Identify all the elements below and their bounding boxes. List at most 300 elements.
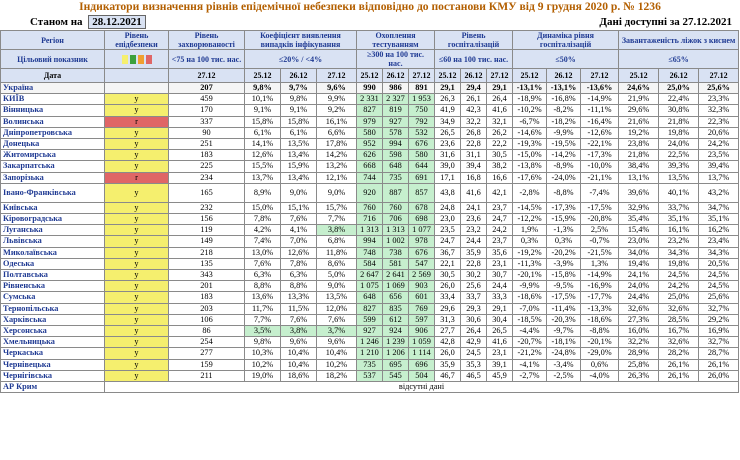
dyn-cell: -17,3%: [581, 150, 619, 161]
level-cell: y: [105, 370, 169, 381]
coef-cell: 13,7%: [245, 172, 281, 183]
coef-cell: 8,6%: [317, 258, 357, 269]
testing-cell: 920: [357, 183, 383, 202]
hosp-cell: 32,1: [487, 116, 513, 127]
hosp-cell: 26,1: [461, 94, 487, 105]
hosp-cell: 26,2: [487, 127, 513, 138]
beds-cell: 19,8%: [659, 258, 699, 269]
hosp-cell: 17,1: [435, 172, 461, 183]
beds-cell: 16,1%: [659, 225, 699, 236]
dyn-cell: -1,3%: [547, 225, 581, 236]
beds-cell: 33,7%: [659, 202, 699, 213]
dyn-cell: -20,1%: [513, 270, 547, 281]
coef-cell: 15,1%: [281, 202, 317, 213]
hosp-cell: 23,1: [487, 258, 513, 269]
hosp-cell: 26,4: [487, 94, 513, 105]
region-name: Івано-Франківська: [1, 183, 105, 202]
region-name: АР Крим: [1, 382, 105, 393]
coef-cell: 7,8%: [281, 258, 317, 269]
beds-cell: 22,3%: [699, 116, 739, 127]
dyn-cell: -8,8%: [581, 326, 619, 337]
hosp-cell: 26,0: [435, 348, 461, 359]
beds-cell: 24,1%: [619, 270, 659, 281]
table-row: [1, 225, 739, 236]
coef-cell: 6,3%: [281, 270, 317, 281]
dyn-cell: -16,9%: [581, 281, 619, 292]
table-row: [1, 183, 739, 202]
testing-cell: 738: [383, 247, 409, 258]
testing-cell: 676: [409, 247, 435, 258]
level-cell: y: [105, 183, 169, 202]
dyn-cell: -18,1%: [547, 337, 581, 348]
beds-cell: 39,6%: [619, 183, 659, 202]
level-cell: y: [105, 281, 169, 292]
table-row: [1, 127, 739, 138]
beds-cell: 34,7%: [699, 202, 739, 213]
hosp-cell: 16,6: [487, 172, 513, 183]
hosp-cell: 42,3: [461, 105, 487, 116]
beds-cell: 28,5%: [659, 314, 699, 325]
incidence-cell: 225: [169, 161, 245, 172]
beds-cell: 23,4%: [699, 236, 739, 247]
header-level-date: [105, 69, 169, 83]
dyn-cell: -13,6%: [581, 83, 619, 94]
beds-cell: 20,5%: [699, 258, 739, 269]
coef-cell: 13,4%: [281, 172, 317, 183]
hosp-cell: 39,0: [435, 161, 461, 172]
dyn-cell: 0,6%: [581, 359, 619, 370]
hosp-cell: 31,6: [435, 150, 461, 161]
dyn-cell: -20,1%: [581, 337, 619, 348]
coef-cell: 3,5%: [245, 326, 281, 337]
beds-cell: 24,2%: [699, 139, 739, 150]
coef-cell: 11,8%: [317, 247, 357, 258]
testing-cell: 547: [409, 258, 435, 269]
beds-cell: 27,3%: [619, 314, 659, 325]
dyn-cell: -13,1%: [513, 83, 547, 94]
level-cell: y: [105, 258, 169, 269]
dyn-cell: -2,8%: [513, 183, 547, 202]
coef-cell: 15,0%: [245, 202, 281, 213]
incidence-cell: 201: [169, 281, 245, 292]
testing-cell: 678: [409, 202, 435, 213]
hosp-cell: 39,1: [487, 359, 513, 370]
dyn-cell: 1,3%: [581, 258, 619, 269]
header-dyn: Динаміка рівня госпіталізацій: [513, 31, 619, 50]
dyn-cell: -16,8%: [547, 94, 581, 105]
hosp-cell: 42,1: [487, 183, 513, 202]
coef-cell: 3,8%: [317, 225, 357, 236]
region-name: Волинська: [1, 116, 105, 127]
coef-cell: 9,1%: [245, 105, 281, 116]
dyn-cell: -17,3%: [547, 202, 581, 213]
coef-cell: 3,7%: [317, 326, 357, 337]
coef-cell: 10,2%: [245, 359, 281, 370]
region-name: Сумська: [1, 292, 105, 303]
dyn-cell: -18,6%: [581, 314, 619, 325]
hosp-cell: 27,7: [435, 326, 461, 337]
dyn-cell: -15,0%: [513, 150, 547, 161]
beds-cell: 32,6%: [659, 337, 699, 348]
beds-cell: 20,6%: [699, 127, 739, 138]
incidence-cell: 211: [169, 370, 245, 381]
table-row: [1, 370, 739, 381]
testing-cell: 578: [383, 127, 409, 138]
legend-green-swatch: [130, 55, 136, 64]
incidence-cell: 106: [169, 314, 245, 325]
testing-cell: 827: [357, 105, 383, 116]
coef-cell: 11,5%: [281, 303, 317, 314]
dyn-cell: 1,9%: [513, 225, 547, 236]
testing-cell: 1 206: [383, 348, 409, 359]
dyn-cell: -21,5%: [581, 247, 619, 258]
table-row: [1, 270, 739, 281]
hosp-cell: 35,6: [487, 247, 513, 258]
dyn-cell: -2,7%: [513, 370, 547, 381]
date-coef-1: 25.12: [245, 69, 281, 83]
table-row: [1, 314, 739, 325]
dyn-cell: -18,6%: [513, 292, 547, 303]
testing-cell: 1 069: [383, 281, 409, 292]
level-cell: y: [105, 150, 169, 161]
coef-cell: 9,9%: [317, 94, 357, 105]
coef-cell: 7,6%: [245, 258, 281, 269]
hosp-cell: 24,7: [435, 236, 461, 247]
beds-cell: 32,9%: [619, 202, 659, 213]
header-level: Рівень епідбезпеки: [105, 31, 169, 50]
testing-cell: 903: [409, 281, 435, 292]
beds-cell: 34,0%: [619, 247, 659, 258]
dyn-cell: -22,1%: [581, 139, 619, 150]
dyn-cell: -8,2%: [547, 105, 581, 116]
dyn-cell: -8,8%: [547, 183, 581, 202]
dyn-cell: -0,7%: [581, 236, 619, 247]
dyn-cell: -2,5%: [547, 370, 581, 381]
level-cell: y: [105, 161, 169, 172]
dyn-cell: -9,5%: [547, 281, 581, 292]
testing-cell: 1 953: [409, 94, 435, 105]
header-testing: Охоплення тестуванням: [357, 31, 435, 50]
coef-cell: 13,6%: [245, 292, 281, 303]
table-row: [1, 139, 739, 150]
hosp-cell: 26,4: [461, 326, 487, 337]
level-cell: y: [105, 94, 169, 105]
hosp-cell: 26,3: [435, 94, 461, 105]
coef-cell: 4,1%: [281, 225, 317, 236]
coef-cell: 13,0%: [245, 247, 281, 258]
beds-cell: 16,2%: [699, 225, 739, 236]
beds-cell: 21,8%: [659, 116, 699, 127]
coef-cell: 9,1%: [281, 105, 317, 116]
hosp-cell: 26,8: [461, 127, 487, 138]
hosp-cell: 29,1: [487, 83, 513, 94]
level-cell: r: [105, 116, 169, 127]
coef-cell: 12,1%: [317, 172, 357, 183]
testing-cell: 1 313: [383, 225, 409, 236]
hosp-cell: 41,6: [487, 105, 513, 116]
beds-cell: 19,8%: [659, 127, 699, 138]
dyn-cell: -18,5%: [513, 314, 547, 325]
coef-cell: 15,8%: [245, 116, 281, 127]
region-name: Херсонська: [1, 326, 105, 337]
coef-cell: 9,6%: [317, 83, 357, 94]
coef-cell: 10,2%: [317, 359, 357, 370]
hosp-cell: 26,5: [487, 326, 513, 337]
table-row: [1, 337, 739, 348]
region-name: Закарпатська: [1, 161, 105, 172]
status-date-block: [30, 15, 146, 29]
testing-cell: 598: [383, 150, 409, 161]
table-body: [1, 83, 739, 393]
region-name: Дніпропетровська: [1, 127, 105, 138]
beds-cell: 24,5%: [699, 270, 739, 281]
region-name: Україна: [1, 83, 105, 94]
coef-cell: 10,3%: [245, 348, 281, 359]
hosp-cell: 42,8: [435, 337, 461, 348]
hosp-cell: 35,9: [435, 359, 461, 370]
incidence-cell: 277: [169, 348, 245, 359]
testing-cell: 735: [357, 359, 383, 370]
testing-cell: 994: [357, 236, 383, 247]
hosp-cell: 24,5: [461, 348, 487, 359]
hosp-cell: 46,7: [435, 370, 461, 381]
dyn-cell: -20,7%: [513, 337, 547, 348]
beds-cell: 32,7%: [699, 337, 739, 348]
dyn-cell: -24,8%: [547, 348, 581, 359]
dyn-cell: -13,8%: [513, 161, 547, 172]
date-beds-3: 27.12: [699, 69, 739, 83]
region-name: Вінницька: [1, 105, 105, 116]
beds-cell: 35,1%: [659, 214, 699, 225]
testing-cell: 580: [409, 150, 435, 161]
level-cell: y: [105, 326, 169, 337]
dyn-cell: -24,0%: [547, 172, 581, 183]
beds-cell: 23,3%: [699, 94, 739, 105]
hosp-cell: 41,6: [487, 337, 513, 348]
beds-cell: 32,7%: [699, 303, 739, 314]
testing-cell: 857: [409, 183, 435, 202]
beds-cell: 22,4%: [659, 94, 699, 105]
level-cell: y: [105, 127, 169, 138]
dyn-cell: 0,3%: [513, 236, 547, 247]
date-coef-3: 27.12: [317, 69, 357, 83]
testing-cell: 827: [357, 303, 383, 314]
hosp-cell: 33,7: [461, 292, 487, 303]
dyn-cell: -3,9%: [547, 258, 581, 269]
level-cell: y: [105, 202, 169, 213]
hosp-cell: 23,2: [461, 225, 487, 236]
testing-cell: 1 210: [357, 348, 383, 359]
dyn-cell: -19,3%: [513, 139, 547, 150]
region-name: Одеська: [1, 258, 105, 269]
level-cell: y: [105, 236, 169, 247]
testing-cell: 1 002: [383, 236, 409, 247]
level-cell: y: [105, 303, 169, 314]
beds-cell: 28,9%: [619, 348, 659, 359]
beds-cell: 26,0%: [699, 370, 739, 381]
testing-cell: 760: [383, 202, 409, 213]
beds-cell: 25,8%: [619, 359, 659, 370]
beds-cell: 23,8%: [619, 139, 659, 150]
coef-cell: 15,9%: [281, 161, 317, 172]
testing-cell: 2 327: [383, 94, 409, 105]
dyn-cell: -17,7%: [581, 292, 619, 303]
hosp-cell: 23,6: [461, 214, 487, 225]
page-title: Індикатори визначення рівнів епідемічної небезпеки відповідно до постанови КМУ від 9 грудня 2020 р. № 1236: [79, 0, 661, 13]
testing-cell: 1 239: [383, 337, 409, 348]
beds-cell: 32,3%: [699, 105, 739, 116]
beds-cell: 24,0%: [659, 139, 699, 150]
legend-yellow-swatch: [122, 55, 128, 64]
level-cell: [105, 83, 169, 94]
dyn-cell: -18,2%: [547, 116, 581, 127]
region-name: Чернівецька: [1, 359, 105, 370]
beds-cell: 32,6%: [659, 303, 699, 314]
beds-cell: 25,0%: [659, 292, 699, 303]
dyn-cell: -4,4%: [513, 326, 547, 337]
hosp-cell: 33,3: [487, 292, 513, 303]
incidence-cell: 170: [169, 105, 245, 116]
level-cell: y: [105, 314, 169, 325]
beds-cell: 26,3%: [619, 370, 659, 381]
incidence-cell: 165: [169, 183, 245, 202]
incidence-cell: 86: [169, 326, 245, 337]
coef-cell: 9,0%: [317, 281, 357, 292]
coef-cell: 19,0%: [245, 370, 281, 381]
dyn-cell: -11,1%: [581, 105, 619, 116]
date-test-2: 26.12: [383, 69, 409, 83]
coef-cell: 7,6%: [281, 214, 317, 225]
incidence-cell: 232: [169, 202, 245, 213]
coef-cell: 13,4%: [281, 150, 317, 161]
coef-cell: 7,7%: [245, 314, 281, 325]
dyn-cell: -11,3%: [513, 258, 547, 269]
level-cell: y: [105, 247, 169, 258]
dyn-cell: 2,5%: [581, 225, 619, 236]
region-name: Київська: [1, 202, 105, 213]
coef-cell: 3,8%: [281, 326, 317, 337]
dyn-cell: -8,9%: [547, 161, 581, 172]
testing-cell: 601: [409, 292, 435, 303]
incidence-cell: 459: [169, 94, 245, 105]
testing-cell: 580: [357, 127, 383, 138]
hosp-cell: 29,6: [435, 303, 461, 314]
table-row: [1, 202, 739, 213]
testing-cell: 952: [357, 139, 383, 150]
beds-cell: 29,2%: [699, 314, 739, 325]
hosp-cell: 35,9: [461, 247, 487, 258]
header-target-label: Цільовий показник: [1, 50, 105, 69]
level-cell: y: [105, 105, 169, 116]
testing-cell: 2 331: [357, 94, 383, 105]
testing-cell: 648: [383, 161, 409, 172]
beds-cell: 16,0%: [619, 326, 659, 337]
hosp-cell: 23,6: [435, 139, 461, 150]
coef-cell: 7,0%: [281, 236, 317, 247]
beds-cell: 21,8%: [619, 150, 659, 161]
incidence-cell: 159: [169, 359, 245, 370]
dyn-cell: -16,4%: [581, 116, 619, 127]
beds-cell: 26,1%: [659, 370, 699, 381]
table-row: [1, 116, 739, 127]
region-name: Житомирська: [1, 150, 105, 161]
legend-red-swatch: [146, 55, 152, 64]
coef-cell: 7,8%: [245, 214, 281, 225]
testing-cell: 760: [357, 202, 383, 213]
region-name: Хмельницька: [1, 337, 105, 348]
testing-cell: 924: [383, 326, 409, 337]
header-coef: Коефіцієнт виявлення випадків інфікування: [245, 31, 357, 50]
beds-cell: 19,4%: [619, 258, 659, 269]
date-dyn-1: 25.12: [513, 69, 547, 83]
beds-cell: 35,1%: [699, 214, 739, 225]
testing-cell: 2 569: [409, 270, 435, 281]
dyn-cell: -15,9%: [547, 214, 581, 225]
no-data-note: відсутні дані: [105, 382, 739, 393]
coef-cell: 12,0%: [317, 303, 357, 314]
target-dyn: ≤50%: [513, 50, 619, 69]
table-row: [1, 161, 739, 172]
incidence-cell: 251: [169, 139, 245, 150]
region-name: Тернопільська: [1, 303, 105, 314]
hosp-cell: 30,5: [487, 150, 513, 161]
testing-cell: 537: [357, 370, 383, 381]
testing-cell: 648: [357, 292, 383, 303]
coef-cell: 15,7%: [317, 202, 357, 213]
beds-cell: 26,1%: [659, 359, 699, 370]
incidence-cell: 90: [169, 127, 245, 138]
hosp-cell: 32,2: [461, 116, 487, 127]
incidence-cell: 119: [169, 225, 245, 236]
coef-cell: 9,8%: [281, 94, 317, 105]
testing-cell: 545: [383, 370, 409, 381]
hosp-cell: 26,5: [435, 127, 461, 138]
beds-cell: 21,6%: [619, 116, 659, 127]
beds-cell: 28,2%: [659, 348, 699, 359]
hosp-cell: 41,9: [435, 105, 461, 116]
date-incidence: 27.12: [169, 69, 245, 83]
beds-cell: 25,6%: [699, 292, 739, 303]
dyn-cell: -21,1%: [581, 172, 619, 183]
dyn-cell: -9,7%: [547, 326, 581, 337]
table-row: [1, 359, 739, 370]
dyn-cell: -9,9%: [513, 281, 547, 292]
beds-cell: 34,3%: [699, 247, 739, 258]
region-name: Харківська: [1, 314, 105, 325]
coef-cell: 7,7%: [317, 214, 357, 225]
incidence-cell: 234: [169, 172, 245, 183]
coef-cell: 9,7%: [281, 83, 317, 94]
dyn-cell: -12,6%: [581, 127, 619, 138]
coef-cell: 13,5%: [317, 292, 357, 303]
testing-cell: 626: [357, 150, 383, 161]
dyn-cell: -14,9%: [581, 94, 619, 105]
hosp-cell: 23,1: [487, 348, 513, 359]
beds-cell: 24,2%: [659, 281, 699, 292]
dyn-cell: -3,4%: [547, 359, 581, 370]
hosp-cell: 45,9: [487, 370, 513, 381]
beds-cell: 43,2%: [699, 183, 739, 202]
coef-cell: 14,2%: [317, 150, 357, 161]
dyn-cell: -29,0%: [581, 348, 619, 359]
dyn-cell: -19,5%: [547, 139, 581, 150]
table-row: [1, 247, 739, 258]
hosp-cell: 24,7: [487, 214, 513, 225]
beds-cell: 24,5%: [659, 270, 699, 281]
coef-cell: 17,8%: [317, 139, 357, 150]
testing-cell: 706: [383, 214, 409, 225]
coef-cell: 5,0%: [317, 270, 357, 281]
